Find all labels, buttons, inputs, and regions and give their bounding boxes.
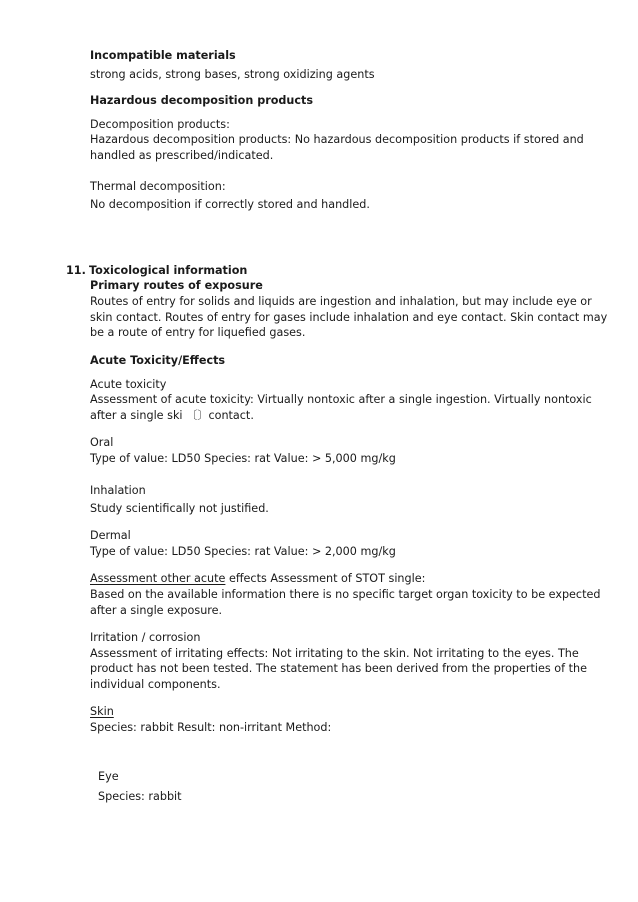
oral-label: Oral [90,436,114,449]
irritation-line: product has not been tested. The statement has been derived from the properties of the [90,662,587,675]
irritation-label: Irritation / corrosion [90,631,201,644]
skin-label: Skin [90,705,114,718]
section-number: 11. [66,264,86,277]
other-acute-underlined: Assessment other acute [90,572,226,585]
irritation-line: individual components. [90,678,221,691]
acute-toxicity-label: Acute toxicity [90,378,167,391]
other-acute-label [90,573,425,584]
decomposition-products-line: handled as prescribed/indicated. [90,149,274,162]
dermal-label: Dermal [90,529,131,542]
acute-toxicity-heading: Acute Toxicity/Effects [90,354,226,367]
incompatible-materials-text: strong acids, strong bases, strong oxidizing agents [90,68,375,81]
thermal-decomposition-text: No decomposition if correctly stored and handled. [90,198,370,211]
decomposition-products-label: Decomposition products: [90,118,230,131]
section-title: Toxicological information [89,264,248,277]
dermal-text: Type of value: LD50 Species: rat Value: > 2,000 mg/kg [90,545,396,558]
primary-routes-line: Routes of entry for solids and liquids are ingestion and inhalation, but may include eye or [90,295,592,308]
inhalation-text: Study scientifically not justified. [90,502,269,515]
other-acute-line: after a single exposure. [90,604,223,617]
other-acute-line: Based on the available information there is no specific target organ toxicity to be expected [90,588,601,601]
other-acute-label-rest: effects Assessment of STOT single: [225,572,426,585]
acute-toxicity-line: Assessment of acute toxicity: Virtually nontoxic after a single ingestion. Virtually nontoxic [90,393,592,406]
primary-routes-line: be a route of entry for liquefied gases. [90,326,306,339]
oral-text: Type of value: LD50 Species: rat Value: > 5,000 mg/kg [90,452,396,465]
primary-routes-line: skin contact. Routes of entry for gases include inhalation and eye contact. Skin contact may [90,311,608,324]
hazardous-decomposition-heading: Hazardous decomposition products [90,94,314,107]
decomposition-products-line: Hazardous decomposition products: No hazardous decomposition products if stored and [90,133,584,146]
inhalation-label: Inhalation [90,484,146,497]
incompatible-materials-heading: Incompatible materials [90,49,236,62]
eye-text: Species: rabbit [98,790,182,803]
primary-routes-heading: Primary routes of exposure [90,279,263,292]
eye-label: Eye [98,770,119,783]
acute-toxicity-line: after a single ski 〔〕contact. [90,409,254,422]
thermal-decomposition-label: Thermal decomposition: [90,180,226,193]
skin-text: Species: rabbit Result: non-irritant Method: [90,721,332,734]
irritation-line: Assessment of irritating effects: Not irritating to the skin. Not irritating to the eyes. The [90,647,579,660]
